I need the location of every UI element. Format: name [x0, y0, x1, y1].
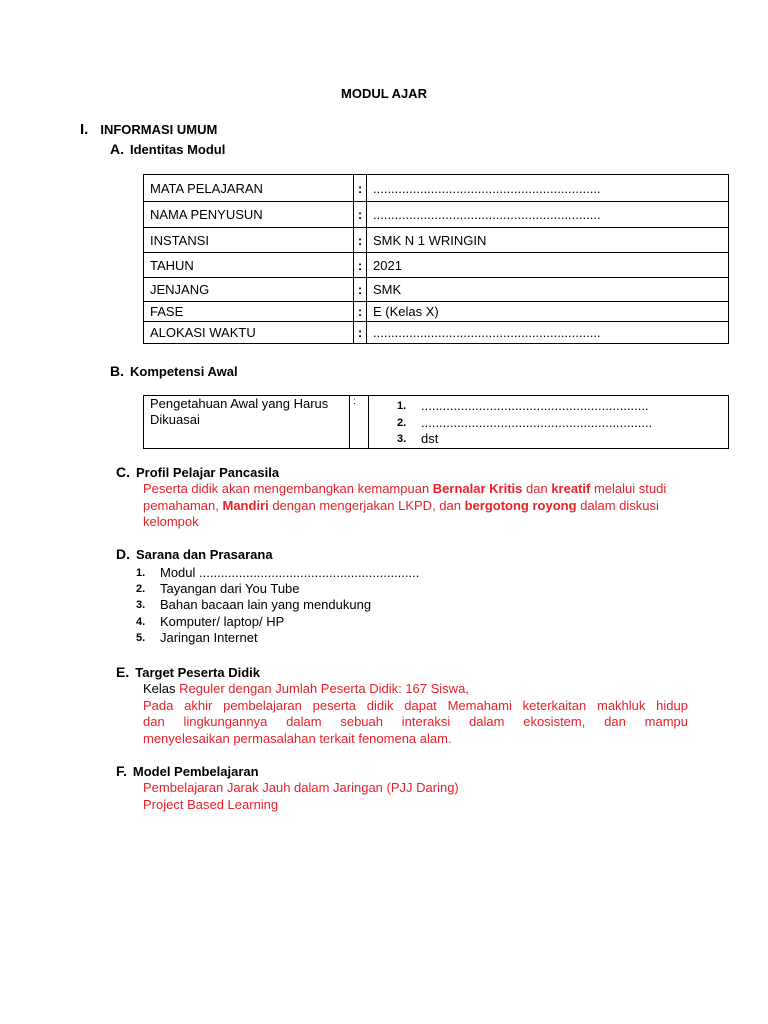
row-value: 2021: [367, 253, 729, 278]
highlight-bernalar-kritis: Bernalar Kritis: [432, 481, 523, 496]
profil-paragraph: [143, 481, 688, 531]
heading-label: Kompetensi Awal: [130, 364, 238, 379]
table-row: [144, 175, 729, 202]
sarana-list-container: [136, 565, 656, 646]
heading-number: C.: [116, 464, 130, 480]
row-label: FASE: [144, 302, 354, 322]
target-line: menyelesaikan permasalahan terkait fenomena alam.: [143, 730, 452, 746]
row-value: ...............................................................: [367, 202, 729, 228]
kelas-line: [143, 681, 688, 698]
list-text: Bahan bacaan lain yang mendukung: [160, 597, 372, 613]
list-text: dst: [421, 431, 439, 446]
row-label: ALOKASI WAKTU: [144, 322, 354, 344]
section-informasi-umum: [80, 121, 217, 138]
text-run: Peserta didik akan mengembangkan kemampuan: [143, 481, 433, 496]
list-item: [136, 614, 656, 630]
heading-target-peserta: [116, 664, 260, 680]
target-line: Pada akhir pembelajaran peserta didik dapat Memahami keterkaitan makhluk hidup: [143, 697, 688, 713]
list-text: ................................................................: [421, 414, 653, 430]
heading-model-pembelajaran: [116, 763, 259, 779]
row-label: TAHUN: [144, 253, 354, 278]
row-value: ...............................................................: [367, 175, 729, 202]
row-separator: :: [354, 278, 367, 302]
list-item: [136, 597, 656, 613]
table-row: [144, 253, 729, 278]
sarana-list: [136, 565, 656, 646]
list-item: [136, 581, 656, 597]
list-text: Tayangan dari You Tube: [160, 581, 300, 597]
list-text: Modul .............................................................: [160, 565, 420, 580]
row-label: INSTANSI: [144, 228, 354, 253]
row-value: ...............................................................: [367, 322, 729, 344]
list-text: Komputer/ laptop/ HP: [160, 613, 285, 629]
heading-number: B.: [110, 363, 124, 379]
list-number: 3.: [397, 433, 407, 445]
highlight-kreatif: kreatif: [551, 481, 591, 496]
heading-number: D.: [116, 546, 130, 562]
table-row: [144, 302, 729, 322]
kompetensi-list: [397, 398, 728, 448]
page-title: MODUL AJAR: [341, 86, 427, 101]
heading-label: Identitas Modul: [130, 142, 226, 157]
text-run: dan: [522, 481, 552, 496]
heading-identitas-modul: [110, 141, 225, 157]
row-label: MATA PELAJARAN: [144, 175, 354, 202]
table-row: [144, 202, 729, 228]
model-paragraph: [143, 780, 688, 813]
table-row: [144, 228, 729, 253]
heading-number: E.: [116, 664, 130, 680]
list-item: [397, 398, 728, 415]
list-text: Jaringan Internet: [160, 629, 258, 645]
list-number: 3.: [136, 599, 146, 612]
target-line: dan lingkungannya dalam sebuah interaksi dalam ekosistem, dan mampu: [143, 714, 688, 729]
row-value: SMK N 1 WRINGIN: [367, 228, 729, 253]
list-item: [136, 630, 656, 646]
model-line: Project Based Learning: [143, 796, 279, 812]
heading-sarana-prasarana: [116, 546, 273, 562]
row-label: JENJANG: [144, 278, 354, 302]
list-text: ...............................................................: [421, 398, 649, 413]
row-value: E (Kelas X): [367, 302, 729, 322]
list-number: 5.: [136, 631, 146, 644]
row-value: [369, 396, 729, 449]
row-separator: :: [354, 228, 367, 253]
list-number: 1.: [397, 400, 407, 412]
heading-label: Model Pembelajaran: [132, 764, 259, 779]
list-item: [397, 431, 728, 448]
table-row: [144, 322, 729, 344]
row-separator: :: [350, 396, 369, 449]
highlight-mandiri: Mandiri: [222, 497, 269, 513]
row-separator: :: [354, 302, 367, 322]
heading-number: F.: [116, 763, 127, 779]
section-heading: INFORMASI UMUM: [100, 122, 218, 137]
row-label: NAMA PENYUSUN: [144, 202, 354, 228]
heading-label: Profil Pelajar Pancasila: [136, 465, 280, 480]
heading-number: A.: [110, 141, 124, 157]
row-separator: :: [354, 175, 367, 202]
list-number: 2.: [136, 583, 146, 596]
text-run: melalui studi pemahaman,: [143, 481, 667, 513]
table-row: [144, 396, 729, 449]
heading-label: Target Peserta Didik: [135, 665, 260, 680]
target-paragraph: [143, 681, 688, 747]
identitas-table: [143, 174, 729, 344]
heading-profil-pelajar: [116, 464, 279, 480]
table-row: [144, 278, 729, 302]
row-value: SMK: [367, 278, 729, 302]
row-label: Pengetahuan Awal yang Harus Dikuasai: [144, 396, 350, 449]
text-run: Reguler dengan Jumlah Peserta Didik: 167 Siswa,: [179, 681, 469, 696]
highlight-bergotong-royong: bergotong royong: [464, 497, 577, 513]
model-line: Pembelajaran Jarak Jauh dalam Jaringan (PJJ Daring): [143, 780, 459, 795]
row-separator: :: [354, 202, 367, 228]
row-separator: :: [354, 322, 367, 344]
text-run: dalam diskusi kelompok: [143, 497, 659, 529]
heading-kompetensi-awal: [110, 363, 238, 379]
list-number: 2.: [397, 416, 407, 429]
heading-label: Sarana dan Prasarana: [136, 547, 273, 562]
list-number: 1.: [136, 567, 146, 579]
text-run: dengan mengerjakan LKPD, dan: [268, 497, 465, 513]
row-separator: :: [354, 253, 367, 278]
list-item: [397, 415, 728, 432]
section-number: I.: [80, 121, 89, 138]
text-run: Kelas: [143, 681, 180, 696]
kompetensi-table: [143, 395, 729, 449]
list-item: [136, 565, 656, 581]
list-number: 4.: [136, 615, 146, 628]
